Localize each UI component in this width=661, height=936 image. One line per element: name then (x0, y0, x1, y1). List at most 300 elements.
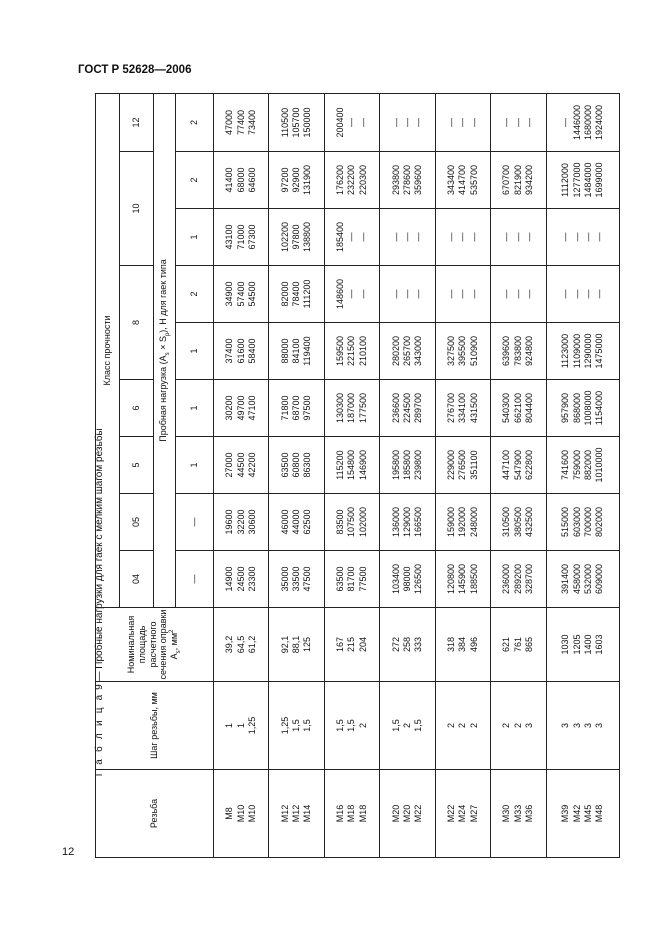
thread-cell (214, 770, 269, 858)
cell-value: — (512, 289, 523, 299)
cell-value: — (446, 289, 457, 299)
header-area-sub: s (175, 650, 182, 654)
cell-value: 327500 (446, 335, 457, 367)
cell-value: 232200 (346, 164, 357, 196)
cell-value: — (346, 232, 357, 242)
cell-value: 88000 (279, 338, 290, 364)
table-row (380, 94, 435, 858)
thread-cell (546, 770, 619, 858)
cell-value: 1,5 (302, 719, 313, 732)
cell-value: 44000 (291, 509, 301, 535)
load-cell (546, 323, 619, 380)
cell-value: — (401, 232, 412, 242)
cell-value: M24 (457, 804, 468, 823)
cell-value: 81700 (346, 566, 357, 592)
cell-value: 535700 (468, 164, 479, 196)
cell-value: 934200 (523, 164, 534, 196)
cell-value: 120800 (446, 563, 457, 595)
header-proof-load (154, 94, 176, 608)
cell-value: 204 (357, 636, 368, 653)
load-cell (546, 437, 619, 494)
cell-value: 1,25 (279, 716, 290, 735)
table-row (435, 94, 490, 858)
table-row (491, 94, 546, 858)
load-cell (324, 94, 379, 152)
cell-value: 47500 (302, 566, 313, 592)
cell-value: 167 (335, 636, 346, 653)
cell-value: — (560, 289, 571, 299)
cell-value: M45 (582, 804, 593, 823)
cell-value: 821900 (512, 164, 523, 196)
load-cell (324, 551, 379, 608)
cell-value: — (346, 289, 357, 299)
cell-value: 2 (468, 723, 479, 729)
cell-value: — (501, 118, 512, 127)
cell-value: 71000 (235, 224, 246, 250)
cell-value: 86300 (302, 452, 313, 478)
table-row (546, 94, 619, 858)
cell-value: M33 (512, 804, 523, 823)
cell-value: 224500 (401, 392, 412, 424)
cell-value: — (594, 289, 605, 299)
load-cell (491, 152, 546, 209)
cell-value: — (560, 232, 571, 242)
cell-value: 236600 (390, 392, 401, 424)
cell-value: 37400 (224, 338, 235, 364)
cell-value: M22 (446, 804, 457, 823)
load-header-c: ), Н для гаек типа (157, 259, 168, 333)
cell-value: 265700 (401, 335, 412, 367)
cell-value: 103400 (390, 563, 401, 595)
cell-value: 1 (235, 723, 246, 729)
cell-value: 391400 (560, 563, 571, 595)
cell-value: 1446000 (571, 104, 582, 141)
load-cell (491, 323, 546, 380)
cell-value: — (523, 118, 534, 127)
load-cell (491, 494, 546, 551)
load-cell (435, 266, 490, 323)
cell-value: 221500 (346, 335, 357, 367)
cell-value: M18 (346, 804, 357, 823)
cell-value: 154800 (346, 449, 357, 481)
cell-value: 359600 (413, 164, 424, 196)
header-nut-type: 2 (176, 152, 214, 209)
cell-value: 414700 (457, 164, 468, 196)
pitch-cell (269, 682, 324, 770)
cell-value: M30 (501, 804, 512, 823)
cell-value: 3 (582, 723, 593, 729)
cell-value: 23300 (246, 566, 257, 592)
cell-value: 236000 (501, 563, 512, 595)
cell-value: M16 (335, 804, 346, 823)
cell-value: 741600 (560, 449, 571, 481)
cell-value: 68700 (291, 395, 301, 421)
cell-value: 759000 (571, 449, 582, 481)
cell-value: 159000 (446, 506, 457, 538)
cell-value: 136000 (390, 506, 401, 538)
cell-value: 77500 (357, 566, 368, 592)
cell-value: 35000 (279, 566, 290, 592)
cell-value: 924800 (523, 335, 534, 367)
cell-value: M22 (413, 804, 424, 823)
cell-value: 3 (523, 723, 534, 729)
load-cell (380, 323, 435, 380)
cell-value: 276700 (446, 392, 457, 424)
pitch-cell (214, 682, 269, 770)
cell-value: 49700 (235, 395, 246, 421)
cell-value: 1,5 (291, 719, 301, 732)
cell-value: — (390, 118, 401, 127)
table-row (269, 94, 324, 858)
header-nut-type: 1 (176, 209, 214, 266)
load-cell (380, 380, 435, 437)
load-cell (269, 494, 324, 551)
cell-value: M20 (390, 804, 401, 823)
area-cell (435, 608, 490, 682)
cell-value: M12 (291, 804, 301, 823)
cell-value: 125 (302, 636, 313, 653)
cell-value: 220300 (357, 164, 368, 196)
cell-value: 119400 (302, 336, 313, 366)
cell-value: 2 (401, 723, 412, 729)
load-cell (214, 94, 269, 152)
load-cell (491, 266, 546, 323)
table-caption-text: — Пробные нагрузки для гаек с мелким шагом резьбы (94, 428, 105, 685)
cell-value: — (413, 118, 424, 127)
load-cell (380, 494, 435, 551)
header-class: 5 (120, 437, 154, 494)
cell-value: 639600 (501, 335, 512, 367)
cell-value: 54500 (246, 281, 257, 307)
cell-value: 61,2 (246, 635, 257, 654)
cell-value: — (446, 232, 457, 242)
cell-value: 46000 (279, 509, 290, 535)
header-thread: Резьба (96, 770, 214, 858)
cell-value: 97200 (279, 167, 290, 193)
cell-value: M14 (302, 804, 313, 823)
cell-value: 145900 (457, 563, 468, 595)
cell-value: 1603 (594, 634, 605, 655)
cell-value: 280200 (390, 335, 401, 367)
cell-value: 670700 (501, 164, 512, 196)
cell-value: — (413, 289, 424, 299)
header-class: 12 (120, 94, 154, 152)
cell-value: 1030 (560, 634, 571, 655)
cell-value: 42200 (246, 452, 257, 478)
load-cell (324, 323, 379, 380)
cell-value: 92,1 (279, 635, 290, 654)
cell-value: 30600 (246, 509, 257, 535)
cell-value: — (523, 289, 534, 299)
cell-value: 334100 (457, 392, 468, 424)
cell-value: 1154000 (594, 390, 605, 426)
cell-value: 97800 (291, 224, 301, 250)
cell-value: 78400 (291, 281, 301, 307)
cell-value: 2 (357, 723, 368, 729)
header-area (96, 608, 214, 682)
cell-value: 192000 (457, 506, 468, 538)
load-cell (269, 266, 324, 323)
cell-value: 384 (457, 636, 468, 653)
cell-value: — (512, 232, 523, 242)
cell-value: 1277000 (571, 162, 582, 198)
load-header-a: Пробная нагрузка (A (157, 355, 168, 442)
cell-value: 783800 (512, 335, 523, 367)
cell-value: 97500 (302, 395, 313, 421)
page-number: 12 (62, 846, 75, 858)
cell-value: 63500 (335, 566, 346, 592)
cell-value: 83500 (335, 509, 346, 535)
table-caption-label: Т а б л и ц а (94, 692, 105, 778)
header-class: 05 (120, 494, 154, 551)
load-cell (546, 380, 619, 437)
cell-value: 1475000 (594, 333, 605, 369)
cell-value: 621 (501, 636, 512, 653)
load-cell (435, 494, 490, 551)
load-cell (435, 209, 490, 266)
load-cell (324, 266, 379, 323)
cell-value: — (446, 118, 457, 127)
load-cell (546, 152, 619, 209)
cell-value: 47100 (246, 395, 257, 421)
cell-value: — (582, 289, 593, 299)
table-caption-number: 9 (94, 684, 105, 690)
cell-value: 1,25 (246, 716, 257, 735)
cell-value: 71800 (279, 395, 290, 421)
cell-value: 176200 (335, 164, 346, 196)
header-nut-type: — (176, 551, 214, 608)
cell-value: M10 (235, 804, 246, 823)
load-cell (491, 380, 546, 437)
header-nut-type: 1 (176, 380, 214, 437)
load-cell (380, 152, 435, 209)
cell-value: 30200 (224, 395, 235, 421)
load-header-sub2: p (164, 332, 171, 337)
load-cell (269, 551, 324, 608)
cell-value: 3 (594, 723, 605, 729)
thread-cell (435, 770, 490, 858)
cell-value: 43100 (224, 224, 235, 250)
cell-value: 622800 (523, 449, 534, 481)
cell-value: — (501, 232, 512, 242)
cell-value: 63500 (279, 452, 290, 478)
cell-value: 159500 (335, 335, 346, 367)
cell-value: 187000 (346, 392, 357, 424)
cell-value: 177500 (357, 392, 368, 424)
cell-value: — (468, 118, 479, 127)
cell-value: 115200 (335, 450, 346, 480)
cell-value: 1699000 (594, 162, 605, 198)
load-cell (324, 152, 379, 209)
load-cell (269, 380, 324, 437)
cell-value: — (413, 232, 424, 242)
cell-value: — (457, 118, 468, 127)
cell-value: 195800 (390, 449, 401, 481)
cell-value: 57400 (235, 281, 246, 307)
cell-value: 1,5 (390, 719, 401, 732)
cell-value: — (390, 289, 401, 299)
load-cell (269, 152, 324, 209)
cell-value: 1290000 (582, 333, 593, 369)
cell-value: 102000 (357, 506, 368, 538)
cell-value: 1400 (582, 634, 593, 655)
cell-value: 98000 (401, 566, 412, 592)
pitch-cell (491, 682, 546, 770)
cell-value: 510900 (468, 335, 479, 367)
cell-value: 82000 (279, 281, 290, 307)
load-cell (435, 551, 490, 608)
load-cell (380, 94, 435, 152)
cell-value: — (346, 118, 357, 127)
cell-value: M27 (468, 804, 479, 823)
header-pitch: Шаг резьбы, мм (96, 682, 214, 770)
cell-value: — (457, 289, 468, 299)
cell-value: 540300 (501, 392, 512, 424)
cell-value: 62500 (302, 509, 313, 535)
area-cell (269, 608, 324, 682)
cell-value: 865 (523, 636, 534, 653)
load-cell (491, 94, 546, 152)
cell-value: — (401, 118, 412, 127)
cell-value: 515000 (560, 506, 571, 538)
load-cell (269, 323, 324, 380)
cell-value: — (468, 289, 479, 299)
load-cell (380, 266, 435, 323)
load-cell (214, 494, 269, 551)
cell-value: 343400 (446, 164, 457, 196)
cell-value: 61600 (235, 338, 246, 364)
load-header-sub1: s (164, 352, 171, 356)
cell-value: 447100 (501, 449, 512, 481)
cell-value: 609000 (594, 563, 605, 595)
cell-value: 41400 (224, 167, 235, 193)
load-cell (546, 551, 619, 608)
cell-value: 532000 (582, 563, 593, 595)
header-nut-type: 1 (176, 323, 214, 380)
load-cell (214, 323, 269, 380)
load-cell (435, 323, 490, 380)
cell-value: 700000 (582, 506, 593, 538)
cell-value: 2 (457, 723, 468, 729)
load-cell (435, 152, 490, 209)
cell-value: M10 (246, 804, 257, 823)
load-cell (435, 94, 490, 152)
cell-value: 761 (512, 636, 523, 653)
load-cell (324, 494, 379, 551)
cell-value: 1484000 (582, 162, 593, 198)
header-nut-type: 2 (176, 266, 214, 323)
cell-value: 318 (446, 636, 457, 653)
cell-value: 129000 (401, 506, 412, 538)
header-class: 10 (120, 152, 154, 266)
cell-value: 92900 (291, 167, 301, 193)
load-cell (214, 209, 269, 266)
cell-value: 1010000 (594, 447, 605, 483)
cell-value: 432500 (523, 506, 534, 538)
cell-value: 138800 (302, 221, 313, 253)
load-cell (546, 94, 619, 152)
cell-value: 130300 (335, 392, 346, 424)
header-nut-type: 1 (176, 437, 214, 494)
cell-value: 289200 (512, 563, 523, 595)
load-cell (269, 94, 324, 152)
load-cell (214, 551, 269, 608)
cell-value: 547900 (512, 449, 523, 481)
cell-value: 310500 (501, 506, 512, 538)
cell-value: 39,2 (224, 635, 235, 654)
cell-value: 33500 (291, 566, 301, 592)
cell-value: 2 (446, 723, 457, 729)
cell-value: — (571, 289, 582, 299)
cell-value: 868000 (571, 392, 582, 424)
cell-value: 166500 (413, 506, 424, 538)
load-cell (380, 437, 435, 494)
cell-value: 496 (468, 636, 479, 653)
header-area-text: Номинальная площадь расчетного сечения оправки A (125, 609, 180, 680)
cell-value: 107500 (346, 506, 357, 538)
cell-value: 1112000 (560, 163, 571, 197)
cell-value: 333 (413, 636, 424, 653)
cell-value: 73400 (246, 109, 257, 136)
thread-cell (491, 770, 546, 858)
area-cell (214, 608, 269, 682)
area-cell (324, 608, 379, 682)
cell-value: 328700 (523, 563, 534, 595)
cell-value: — (357, 118, 368, 127)
cell-value: 1 (224, 723, 235, 729)
header-strength-class: Класс прочности (96, 94, 120, 608)
cell-value: 200400 (335, 107, 346, 138)
cell-value: — (512, 118, 523, 127)
cell-value: 188500 (468, 563, 479, 595)
header-nut-type: — (176, 494, 214, 551)
cell-value: M12 (279, 804, 290, 823)
cell-value: 293800 (390, 164, 401, 196)
cell-value: 67300 (246, 224, 257, 250)
cell-value: 32200 (235, 509, 246, 535)
table-row (324, 94, 379, 858)
header-area-sup: 2 (169, 629, 176, 633)
cell-value: 2 (501, 723, 512, 729)
cell-value: 185800 (401, 449, 412, 481)
cell-value: — (401, 289, 412, 299)
cell-value: 64600 (246, 167, 257, 193)
cell-value: 1,5 (335, 719, 346, 732)
cell-value: 3 (571, 723, 582, 729)
thread-cell (380, 770, 435, 858)
load-cell (546, 266, 619, 323)
header-class: 6 (120, 380, 154, 437)
cell-value: — (457, 232, 468, 242)
table-row (214, 94, 269, 858)
cell-value: M20 (401, 804, 412, 823)
cell-value: 110500 (279, 107, 290, 138)
load-cell (491, 551, 546, 608)
cell-value: 1123000 (560, 333, 571, 369)
pitch-cell (324, 682, 379, 770)
cell-value: M48 (594, 804, 605, 823)
cell-value: 343000 (413, 335, 424, 367)
cell-value: 215 (346, 636, 357, 653)
cell-value: 289700 (413, 392, 424, 424)
cell-value: 44500 (235, 452, 246, 478)
cell-value: M39 (560, 804, 571, 823)
load-cell (269, 209, 324, 266)
load-cell (324, 437, 379, 494)
cell-value: 77400 (235, 109, 246, 136)
header-class: 04 (120, 551, 154, 608)
load-cell (324, 380, 379, 437)
